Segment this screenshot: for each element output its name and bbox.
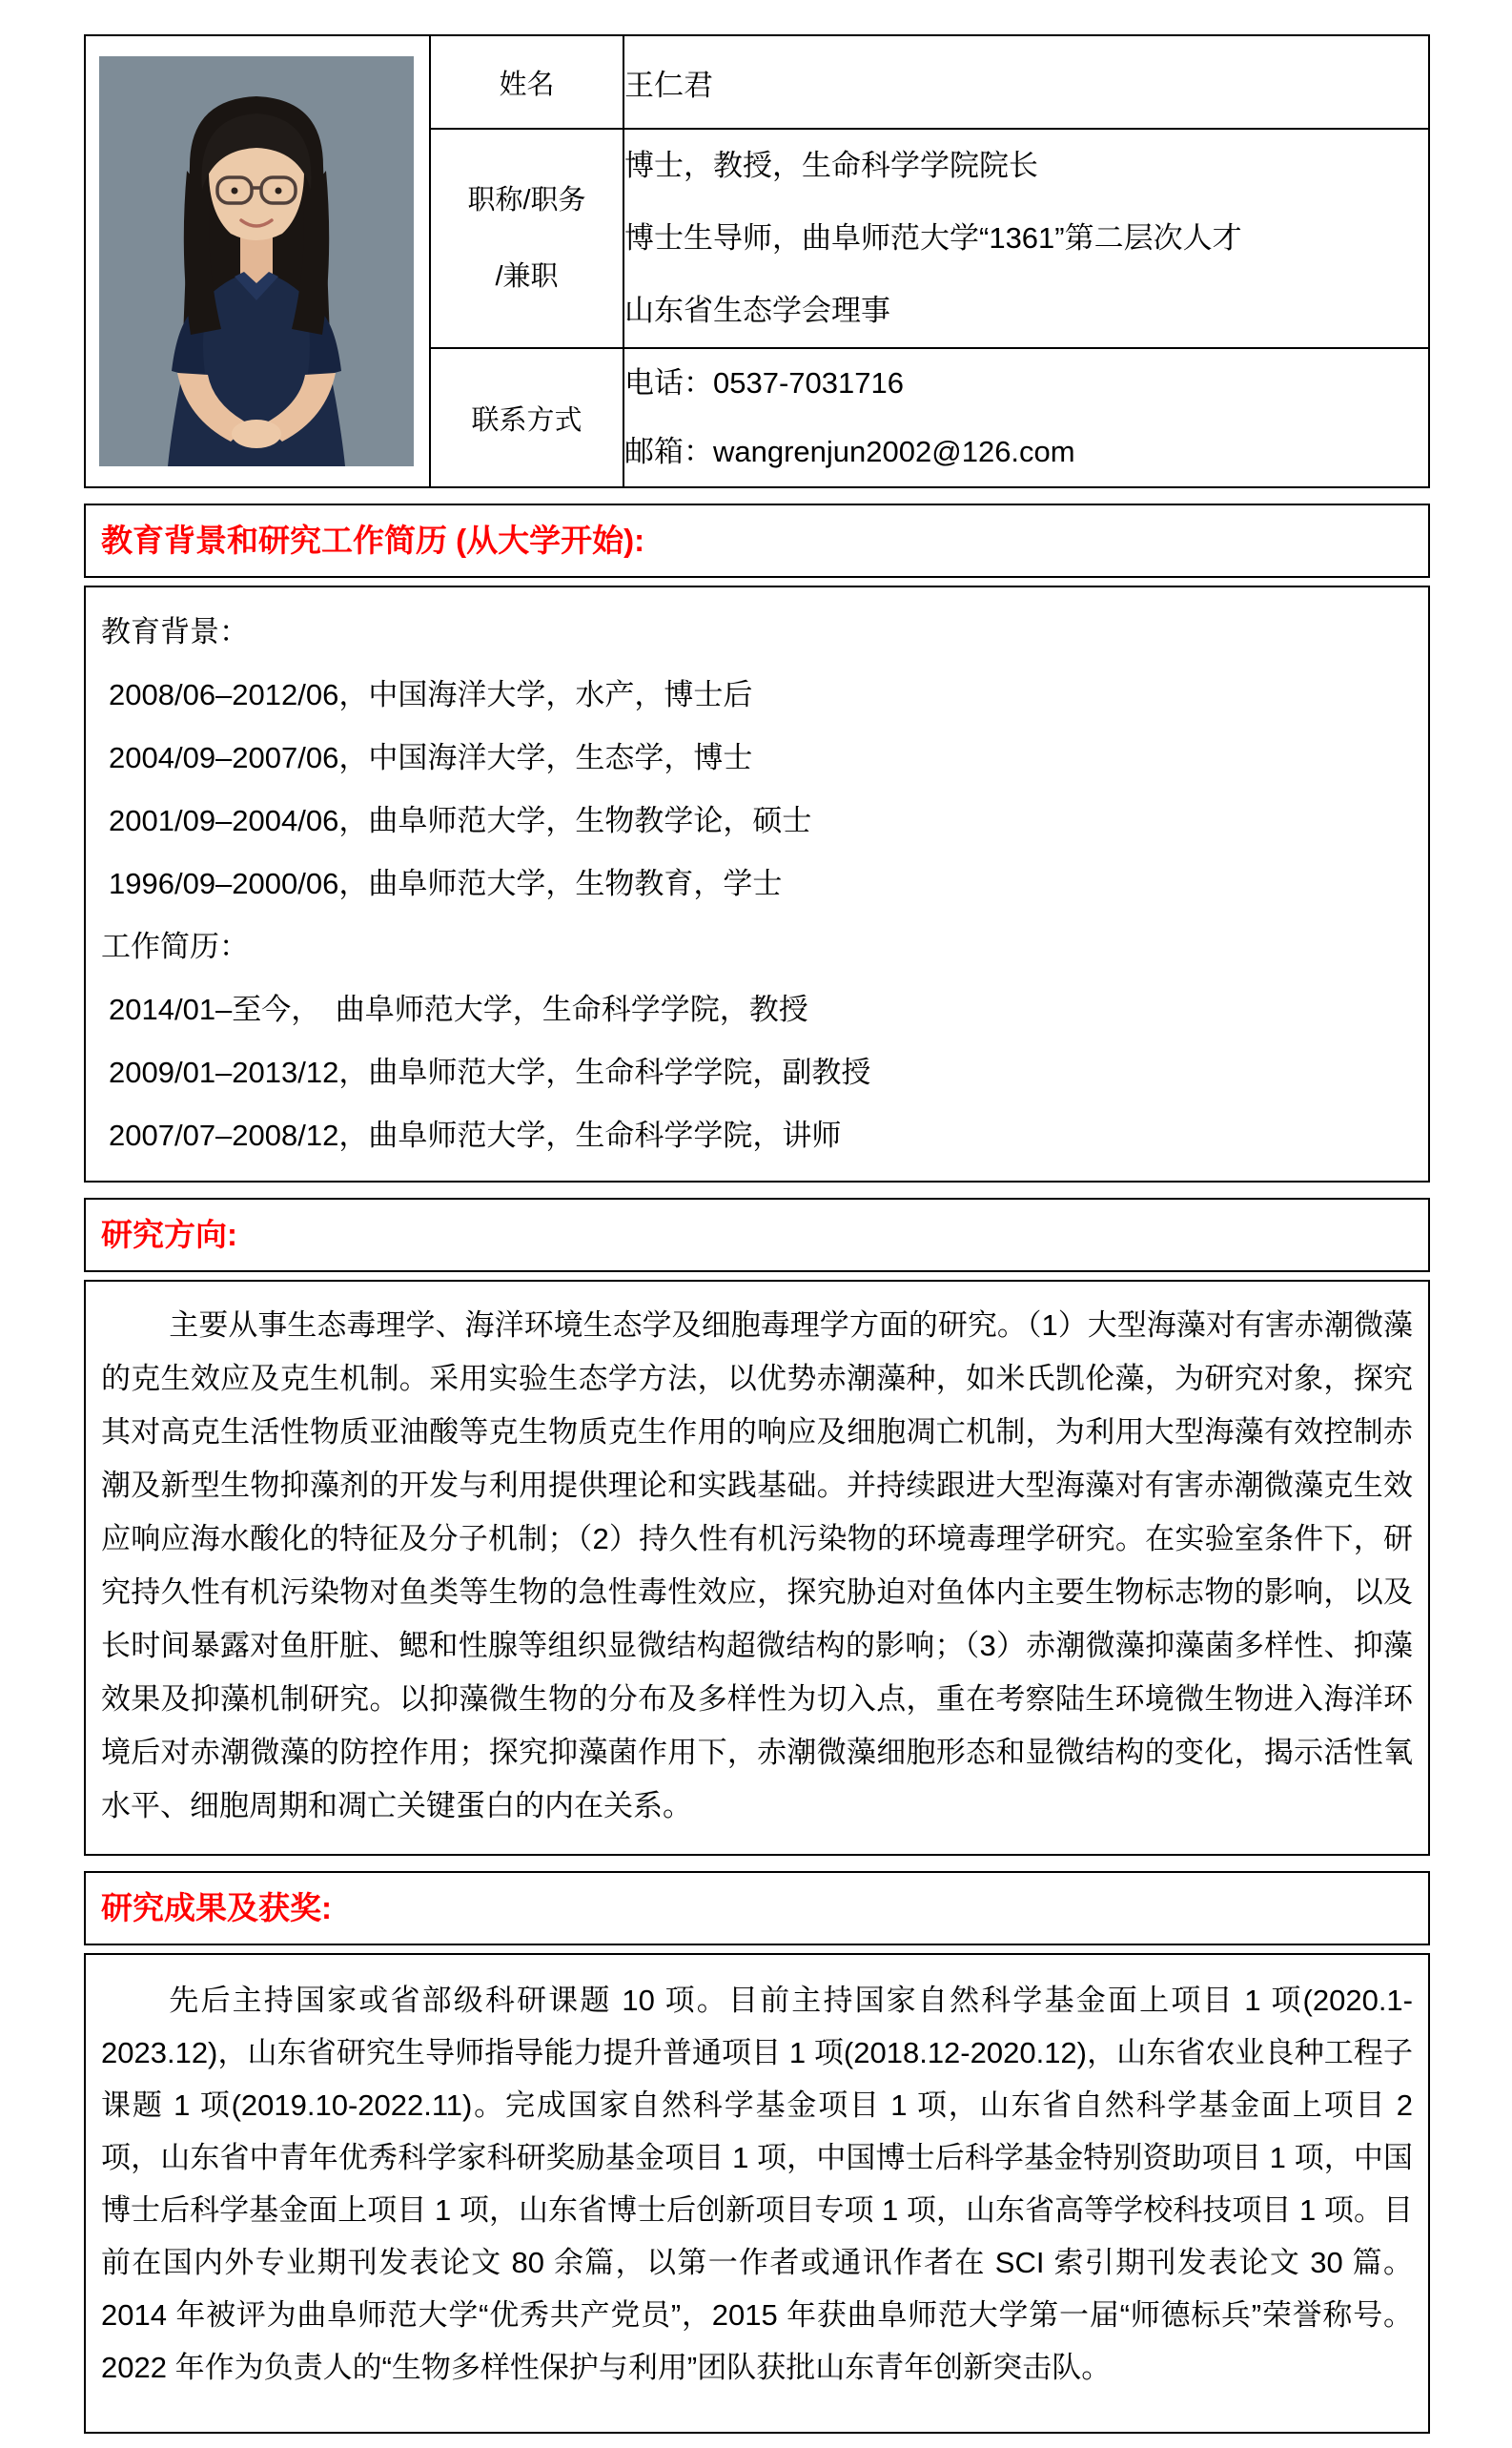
phone-line: 电话：0537-7031716	[624, 366, 904, 400]
contact-label	[430, 348, 623, 487]
title-label-line-1: 职称/职务	[467, 185, 586, 216]
faculty-profile-page	[84, 0, 1430, 2434]
achievements-paragraph: 先后主持国家或省部级科研课题 10 项。目前主持国家自然科学基金面上项目 1 项(2020.1-2023.12)，山东省研究生导师指导能力提升普通项目 1 项(2018.12-2020.12)，山东省农业良种工程子课题 1 项(2019.10-2022.11)。完成国家自然科学基金项目 1 项，山东省自然科学基金面上项目 2 项，山东省中青年优秀科学家科研奖励基金项目 1 项，中国博士后科学基金特别资助项目 1 项，中国博士后科学基金面上项目 1 项，山东省博士后创新项目专项 1 项，山东省高等学校科技项目 1 项。目前在国内外专业期刊发表论文 80 余篇，以第一作者或通讯作者在 SCI 索引期刊发表论文 30 篇。2014 年被评为曲阜师范大学“优秀共产党员”，2015 年获曲阜师范大学第一届“师德标兵”荣誉称号。2022 年作为负责人的“生物多样性保护与利用”团队获批山东青年创新突击队。	[101, 1984, 1413, 2384]
education-section-body	[84, 586, 1430, 1183]
education-item: 2004/09–2007/06，中国海洋大学，生态学，博士	[109, 741, 753, 774]
education-section-header-box	[84, 504, 1430, 578]
education-item: 2008/06–2012/06，中国海洋大学，水产，博士后	[109, 678, 753, 711]
name-value	[623, 35, 1429, 129]
title-label-line-2: /兼职	[495, 261, 559, 292]
education-subheading: 教育背景：	[101, 615, 249, 648]
work-history-item: 2014/01–至今， 曲阜师范大学，生命科学学院，教授	[109, 993, 808, 1026]
research-paragraph: 主要从事生态毒理学、海洋环境生态学及细胞毒理学方面的研究。（1）大型海藻对有害赤潮微藻的克生效应及克生机制。采用实验生态学方法，以优势赤潮藻种，如米氏凯伦藻，为研究对象，探究其对高克生活性物质亚油酸等克生物质克生作用的响应及细胞凋亡机制，为利用大型海藻有效控制赤潮及新型生物抑藻剂的开发与利用提供理论和实践基础。并持续跟进大型海藻对有害赤潮微藻克生效应响应海水酸化的特征及分子机制；（2）持久性有机污染物的环境毒理学研究。在实验室条件下，研究持久性有机污染物对鱼类等生物的急性毒性效应，探究胁迫对鱼体内主要生物标志物的影响，以及长时间暴露对鱼肝脏、鳃和性腺等组织显微结构超微结构的影响；（3）赤潮微藻抑藻菌多样性、抑藻效果及抑藻机制研究。以抑藻微生物的分布及多样性为切入点，重在考察陆生环境微生物进入海洋环境后对赤潮微藻的防控作用；探究抑藻菌作用下，赤潮微藻细胞形态和显微结构的变化，揭示活性氧水平、细胞周期和凋亡关键蛋白的内在关系。	[101, 1308, 1413, 1822]
title-line-degree: 博士，教授，生命科学学院院长	[624, 149, 1038, 182]
name-label-text: 姓名	[499, 69, 555, 100]
title-line-society: 山东省生态学会理事	[624, 294, 890, 327]
table-row-name	[85, 35, 1429, 129]
photo-cell	[85, 35, 430, 487]
work-history-item: 2009/01–2013/12，曲阜师范大学，生命科学学院，副教授	[109, 1056, 871, 1089]
research-section-title: 研究方向:	[101, 1217, 237, 1252]
email-line: 邮箱：wangrenjun2002@126.com	[624, 435, 1075, 468]
education-section-title: 教育背景和研究工作简历 (从大学开始):	[101, 523, 645, 558]
profile-table	[84, 34, 1430, 488]
profile-photo	[99, 56, 414, 466]
achievements-section-title: 研究成果及获奖:	[101, 1890, 332, 1925]
education-item: 2001/09–2004/06，曲阜师范大学，生物教学论，硕士	[109, 804, 812, 837]
name-value-text: 王仁君	[624, 68, 713, 102]
title-line-supervisor: 博士生导师，曲阜师范大学“1361”第二层次人才	[624, 221, 1242, 255]
research-section-body	[84, 1280, 1430, 1856]
portrait-photo-illustration	[99, 56, 414, 466]
work-history-item: 2007/07–2008/12，曲阜师范大学，生命科学学院，讲师	[109, 1119, 842, 1152]
contact-label-text: 联系方式	[471, 404, 582, 436]
achievements-section-body	[84, 1953, 1430, 2434]
title-value	[623, 129, 1429, 348]
title-label	[430, 129, 623, 348]
achievements-section-header-box	[84, 1871, 1430, 1945]
work-history-subheading: 工作简历：	[101, 930, 249, 963]
research-section-header-box	[84, 1198, 1430, 1272]
name-label	[430, 35, 623, 129]
education-item: 1996/09–2000/06，曲阜师范大学，生物教育，学士	[109, 867, 783, 900]
contact-value	[623, 348, 1429, 487]
